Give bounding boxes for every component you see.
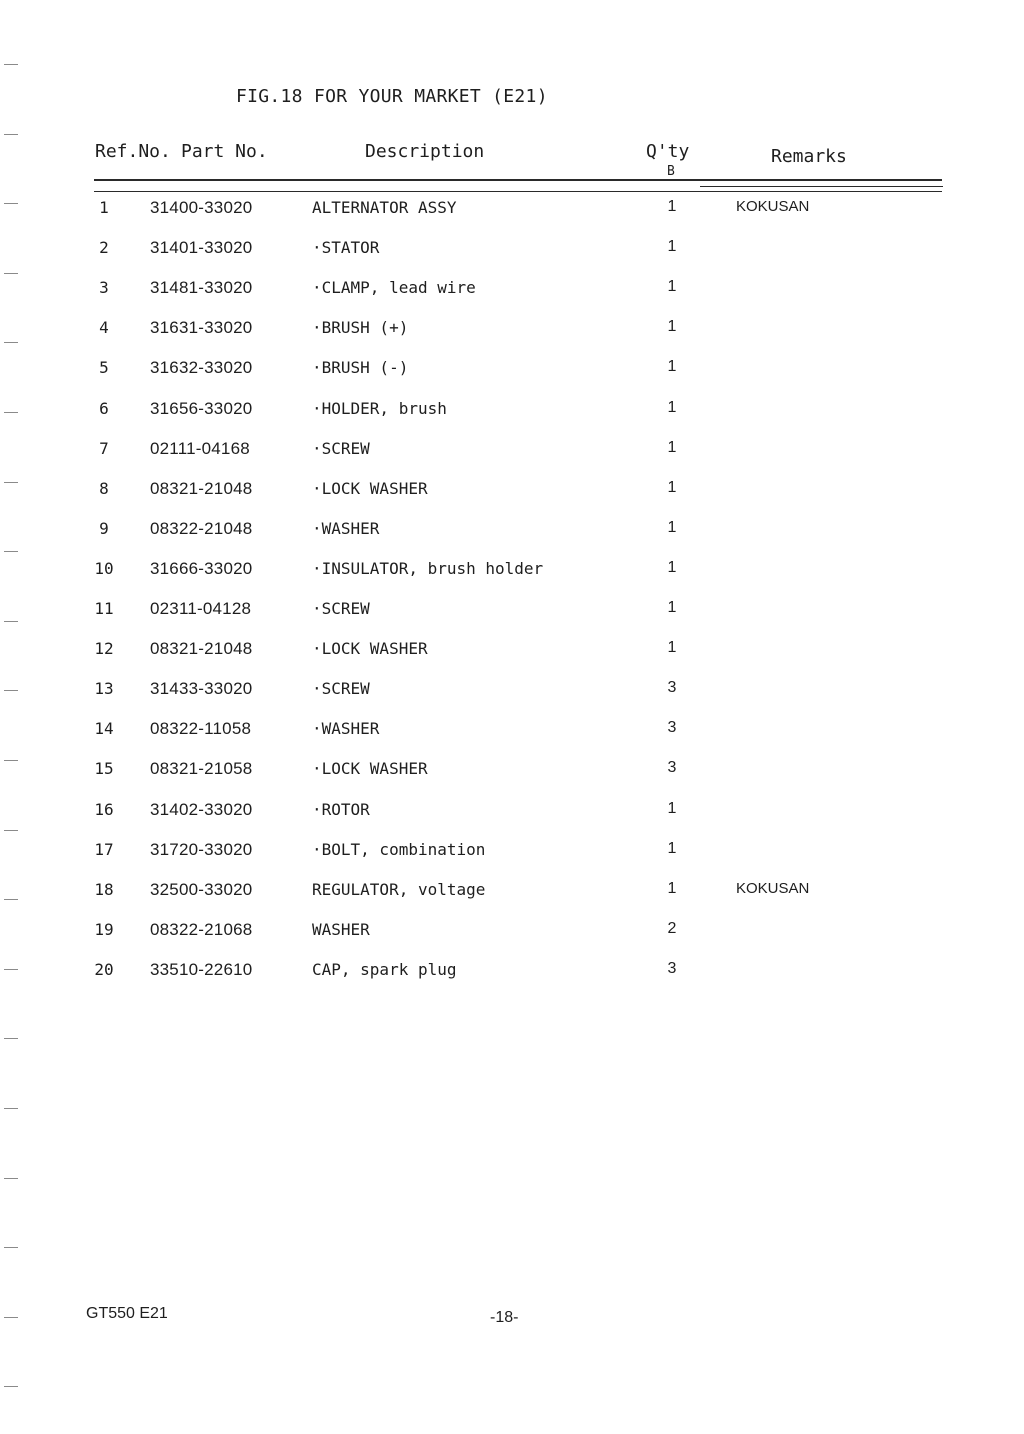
quantity: 1 bbox=[667, 399, 677, 416]
quantity: 1 bbox=[667, 278, 677, 295]
quantity: 1 bbox=[667, 840, 677, 857]
margin-mark bbox=[4, 1386, 18, 1387]
ref-number: 5 bbox=[99, 358, 109, 377]
part-number: 31666-33020 bbox=[150, 559, 253, 578]
table-row bbox=[0, 880, 1024, 920]
table-row bbox=[0, 198, 1024, 238]
part-description: ·STATOR bbox=[312, 238, 380, 257]
part-description: ·WASHER bbox=[312, 519, 380, 538]
part-description: ·SCREW bbox=[312, 599, 370, 618]
table-row bbox=[0, 358, 1024, 398]
quantity: 1 bbox=[667, 519, 677, 536]
table-row bbox=[0, 800, 1024, 840]
quantity: 2 bbox=[667, 920, 677, 937]
table-row bbox=[0, 399, 1024, 439]
part-number: 32500-33020 bbox=[150, 880, 253, 899]
ref-number: 12 bbox=[94, 639, 114, 658]
quantity: 3 bbox=[667, 679, 677, 696]
quantity: 1 bbox=[667, 880, 677, 897]
part-number: 31433-33020 bbox=[150, 679, 253, 698]
table-row bbox=[0, 238, 1024, 278]
part-number: 33510-22610 bbox=[150, 960, 253, 979]
part-description: CAP, spark plug bbox=[312, 960, 457, 979]
part-number: 31631-33020 bbox=[150, 318, 253, 337]
quantity: 1 bbox=[667, 639, 677, 656]
quantity: 1 bbox=[667, 358, 677, 375]
quantity: 1 bbox=[667, 439, 677, 456]
header-part-no: Part No. bbox=[181, 141, 268, 162]
quantity: 3 bbox=[667, 719, 677, 736]
ref-number: 6 bbox=[99, 399, 109, 418]
margin-mark bbox=[4, 1247, 18, 1248]
part-number: 08322-21068 bbox=[150, 920, 253, 939]
part-description: ·HOLDER, brush bbox=[312, 399, 447, 418]
table-row bbox=[0, 519, 1024, 559]
quantity: 1 bbox=[667, 198, 677, 215]
part-number: 08322-11058 bbox=[150, 719, 252, 738]
ref-number: 4 bbox=[99, 318, 109, 337]
part-number: 31656-33020 bbox=[150, 399, 253, 418]
header-remarks: Remarks bbox=[771, 146, 847, 167]
table-row bbox=[0, 278, 1024, 318]
ref-number: 7 bbox=[99, 439, 109, 458]
part-description: ·SCREW bbox=[312, 439, 370, 458]
quantity: 1 bbox=[667, 238, 677, 255]
remarks: KOKUSAN bbox=[736, 880, 810, 897]
margin-mark bbox=[4, 1108, 18, 1109]
quantity: 1 bbox=[667, 800, 677, 817]
table-row bbox=[0, 559, 1024, 599]
part-number: 31632-33020 bbox=[150, 358, 253, 377]
table-row bbox=[0, 479, 1024, 519]
ref-number: 10 bbox=[94, 559, 114, 578]
table-row bbox=[0, 679, 1024, 719]
ref-number: 15 bbox=[94, 759, 114, 778]
ref-number: 13 bbox=[94, 679, 114, 698]
part-description: ·INSULATOR, brush holder bbox=[312, 559, 544, 578]
margin-mark bbox=[4, 1317, 18, 1318]
part-description: ·LOCK WASHER bbox=[312, 479, 428, 498]
margin-mark bbox=[4, 134, 18, 135]
part-description: ·SCREW bbox=[312, 679, 370, 698]
footer-model: GT550 E21 bbox=[86, 1305, 168, 1322]
part-description: ALTERNATOR ASSY bbox=[312, 198, 457, 217]
part-description: WASHER bbox=[312, 920, 370, 939]
part-description: ·LOCK WASHER bbox=[312, 759, 428, 778]
part-description: ·BRUSH (+) bbox=[312, 318, 409, 337]
ref-number: 1 bbox=[99, 198, 109, 217]
header-ref-no: Ref.No. bbox=[95, 141, 171, 162]
ref-number: 11 bbox=[94, 599, 114, 618]
header-description: Description bbox=[365, 141, 485, 162]
part-number: 08321-21058 bbox=[150, 759, 253, 778]
part-number: 31402-33020 bbox=[150, 800, 253, 819]
table-row bbox=[0, 318, 1024, 358]
ref-number: 16 bbox=[94, 800, 114, 819]
part-number: 31481-33020 bbox=[150, 278, 253, 297]
ref-number: 17 bbox=[94, 840, 114, 859]
table-row bbox=[0, 639, 1024, 679]
quantity: 1 bbox=[667, 599, 677, 616]
quantity: 1 bbox=[667, 479, 677, 496]
part-description: ·WASHER bbox=[312, 719, 380, 738]
quantity: 1 bbox=[667, 559, 677, 576]
part-description: ·ROTOR bbox=[312, 800, 370, 819]
ref-number: 9 bbox=[99, 519, 109, 538]
remarks: KOKUSAN bbox=[736, 198, 810, 215]
part-number: 08322-21048 bbox=[150, 519, 253, 538]
margin-mark bbox=[4, 1038, 18, 1039]
header-rule-bottom bbox=[94, 191, 942, 192]
table-row bbox=[0, 719, 1024, 759]
table-row bbox=[0, 920, 1024, 960]
part-number: 31400-33020 bbox=[150, 198, 253, 217]
part-description: ·BOLT, combination bbox=[312, 840, 486, 859]
margin-mark bbox=[4, 64, 18, 65]
part-number: 31401-33020 bbox=[150, 238, 253, 257]
ref-number: 20 bbox=[94, 960, 114, 979]
quantity: 3 bbox=[667, 759, 677, 776]
quantity: 1 bbox=[667, 318, 677, 335]
part-description: ·CLAMP, lead wire bbox=[312, 278, 476, 297]
table-row bbox=[0, 759, 1024, 799]
table-row bbox=[0, 840, 1024, 880]
table-row bbox=[0, 439, 1024, 479]
ref-number: 3 bbox=[99, 278, 109, 297]
ref-number: 8 bbox=[99, 479, 109, 498]
table-row bbox=[0, 960, 1024, 1000]
header-rule-top bbox=[94, 179, 942, 181]
part-number: 08321-21048 bbox=[150, 479, 253, 498]
page-number: -18- bbox=[490, 1309, 519, 1326]
page-title: FIG.18 FOR YOUR MARKET (E21) bbox=[236, 86, 548, 107]
header-qty-sub: B bbox=[667, 164, 675, 179]
header-qty: Q'ty bbox=[646, 141, 690, 162]
header-rule-middle bbox=[700, 186, 943, 187]
quantity: 3 bbox=[667, 960, 677, 977]
table-row bbox=[0, 599, 1024, 639]
ref-number: 18 bbox=[94, 880, 114, 899]
part-description: ·LOCK WASHER bbox=[312, 639, 428, 658]
ref-number: 19 bbox=[94, 920, 114, 939]
part-number: 02111-04168 bbox=[150, 439, 250, 458]
ref-number: 14 bbox=[94, 719, 114, 738]
part-number: 02311-04128 bbox=[150, 599, 252, 618]
ref-number: 2 bbox=[99, 238, 109, 257]
margin-mark bbox=[4, 1178, 18, 1179]
part-description: ·BRUSH (-) bbox=[312, 358, 409, 377]
part-number: 31720-33020 bbox=[150, 840, 253, 859]
part-number: 08321-21048 bbox=[150, 639, 253, 658]
part-description: REGULATOR, voltage bbox=[312, 880, 486, 899]
